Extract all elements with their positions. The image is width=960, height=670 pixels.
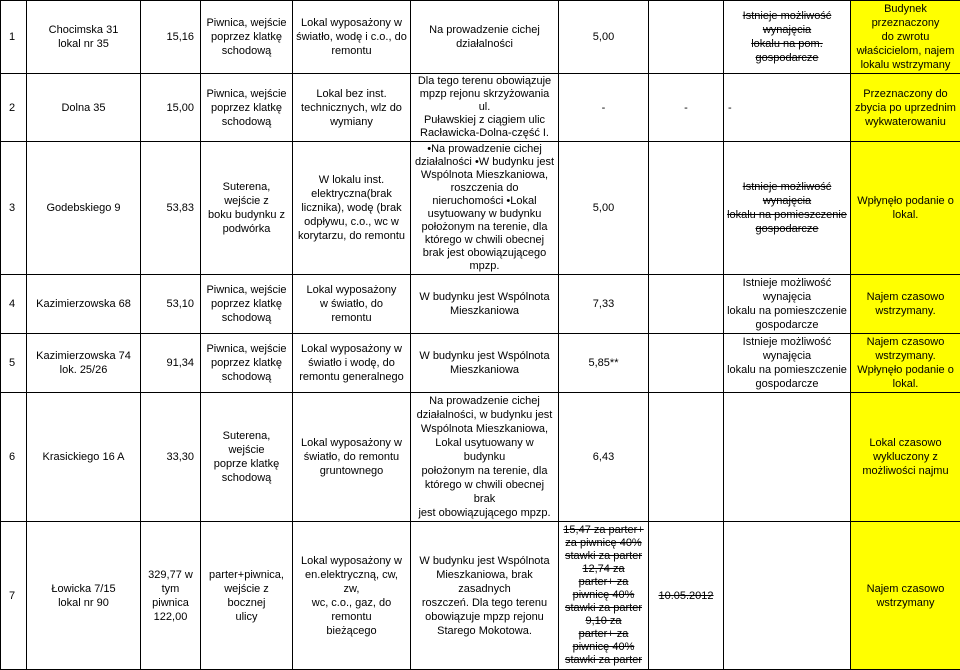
rate-cell: - <box>559 74 649 142</box>
condition-cell: Lokal wyposażony w światło, wodę i c.o., do remontu <box>293 1 411 74</box>
address-cell: Chocimska 31 lokal nr 35 <box>27 1 141 74</box>
area-cell: 53,10 <box>141 275 201 334</box>
address-cell: Kazimierzowska 74 lok. 25/26 <box>27 334 141 393</box>
purpose-item: • W budynku jest Wspólnota Mieszkaniowa, roszczenia do nieruchomości <box>421 156 554 207</box>
entrance-cell: Piwnica, wejście poprzez klatkę schodową <box>201 334 293 393</box>
entrance-cell: Piwnica, wejście poprzez klatkę schodową <box>201 275 293 334</box>
date-cell: - <box>649 74 724 142</box>
subletting-cell: - <box>724 74 851 142</box>
rate-cell: 7,33 <box>559 275 649 334</box>
rate-cell: 6,43 <box>559 393 649 522</box>
purpose-cell: Na prowadzenie cichej działalności, w budynku jest Wspólnota Mieszkaniowa, Lokal usytuowany w budynku położonym na terenie, dla którego w chwili obecnej brak jest obowiązującego mpzp. <box>411 393 559 522</box>
purpose-cell <box>411 142 559 275</box>
table-row <box>1 334 960 393</box>
date-cell <box>649 334 724 393</box>
subletting-cell: Istnieje możliwość wynajęcia lokalu na pom. gospodarcze <box>724 1 851 74</box>
table-row <box>1 393 960 522</box>
rate-cell: 5,00 <box>559 1 649 74</box>
rate-cell: 5,00 <box>559 142 649 275</box>
condition-cell: W lokalu inst. elektryczna(brak licznika), wodę (brak odpływu, c.o., wc w korytarzu, do remontu <box>293 142 411 275</box>
date-cell: 10.05.2012 <box>649 522 724 670</box>
notes-cell: Lokal czasowo wykluczony z możliwości najmu <box>851 393 960 522</box>
row-number: 5 <box>1 334 27 393</box>
date-cell <box>649 1 724 74</box>
notes-cell: Najem czasowo wstrzymany <box>851 522 960 670</box>
rate-cell: 15,47 za parter+ za piwnicę 40% stawki za parter 12,74 za parter+ za piwnicę 40% stawki za parter 9,10 za parter+ za piwnicę 40% stawki za parter <box>559 522 649 670</box>
area-cell: 329,77 w tym piwnica 122,00 <box>141 522 201 670</box>
purpose-cell: W budynku jest Wspólnota Mieszkaniowa, brak zasadnych roszczeń. Dla tego terenu obowiązuje mpzp rejonu Starego Mokotowa. <box>411 522 559 670</box>
table-row <box>1 1 960 74</box>
area-cell: 33,30 <box>141 393 201 522</box>
table-row <box>1 275 960 334</box>
date-cell <box>649 142 724 275</box>
entrance-cell: parter+piwnica, wejście z bocznej ulicy <box>201 522 293 670</box>
condition-cell: Lokal wyposażony w światło, do remontu gruntownego <box>293 393 411 522</box>
address-cell: Godebskiego 9 <box>27 142 141 275</box>
area-cell: 53,83 <box>141 142 201 275</box>
row-number: 1 <box>1 1 27 74</box>
row-number: 7 <box>1 522 27 670</box>
condition-cell: Lokal wyposażony w światło, do remontu <box>293 275 411 334</box>
entrance-cell: Suterena, wejście poprze klatkę schodową <box>201 393 293 522</box>
row-number: 2 <box>1 74 27 142</box>
table-row <box>1 522 960 670</box>
condition-cell: Lokal bez inst. technicznych, wlz do wymiany <box>293 74 411 142</box>
address-cell: Kazimierzowska 68 <box>27 275 141 334</box>
purpose-cell: Na prowadzenie cichej działalności <box>411 1 559 74</box>
entrance-cell: Piwnica, wejście poprzez klatkę schodową <box>201 74 293 142</box>
entrance-cell: Piwnica, wejście poprzez klatkę schodową <box>201 1 293 74</box>
subletting-cell: Istnieje możliwość wynajęcia lokalu na pomieszczenie gospodarcze <box>724 142 851 275</box>
subletting-cell: Istnieje możliwość wynajęcia lokalu na pomieszczenie gospodarcze <box>724 275 851 334</box>
row-number: 4 <box>1 275 27 334</box>
row-number: 3 <box>1 142 27 275</box>
address-cell: Dolna 35 <box>27 74 141 142</box>
subletting-cell: Istnieje możliwość wynajęcia lokalu na pomieszczenie gospodarcze <box>724 334 851 393</box>
notes-cell: Wpłynęło podanie o lokal. <box>851 142 960 275</box>
table-row <box>1 74 960 142</box>
address-cell: Krasickiego 16 A <box>27 393 141 522</box>
date-cell <box>649 393 724 522</box>
purpose-item: • Lokal usytuowany w budynku położonym na terenie, dla którego w chwili obecnej brak jest obowiązującego mpzp. <box>422 195 548 272</box>
row-number: 6 <box>1 393 27 522</box>
entrance-cell: Suterena, wejście z boku budynku z podwórka <box>201 142 293 275</box>
purpose-item: • Na prowadzenie cichej działalności <box>415 143 542 168</box>
address-cell: Łowicka 7/15 lokal nr 90 <box>27 522 141 670</box>
subletting-cell <box>724 522 851 670</box>
notes-cell: Przeznaczony do zbycia po uprzednim wykwaterowaniu <box>851 74 960 142</box>
notes-cell: Najem czasowo wstrzymany. <box>851 275 960 334</box>
area-cell: 91,34 <box>141 334 201 393</box>
area-cell: 15,16 <box>141 1 201 74</box>
purpose-cell: W budynku jest Wspólnota Mieszkaniowa <box>411 334 559 393</box>
rate-cell: 5,85** <box>559 334 649 393</box>
notes-cell: Budynek przeznaczony do zwrotu właścicielom, najem lokalu wstrzymany <box>851 1 960 74</box>
condition-cell: Lokal wyposażony w en.elektryczną, cw, zw, wc, c.o., gaz, do remontu bieżącego <box>293 522 411 670</box>
subletting-cell <box>724 393 851 522</box>
area-cell: 15,00 <box>141 74 201 142</box>
purpose-cell: Dla tego terenu obowiązuje mpzp rejonu skrzyżowania ul. Puławskiej z ciągiem ulic Racławicka-Dolna-część I. <box>411 74 559 142</box>
condition-cell: Lokal wyposażony w światło i wodę, do remontu generalnego <box>293 334 411 393</box>
purpose-cell: W budynku jest Wspólnota Mieszkaniowa <box>411 275 559 334</box>
date-cell <box>649 275 724 334</box>
notes-cell: Najem czasowo wstrzymany. Wpłynęło podanie o lokal. <box>851 334 960 393</box>
table-row <box>1 142 960 275</box>
